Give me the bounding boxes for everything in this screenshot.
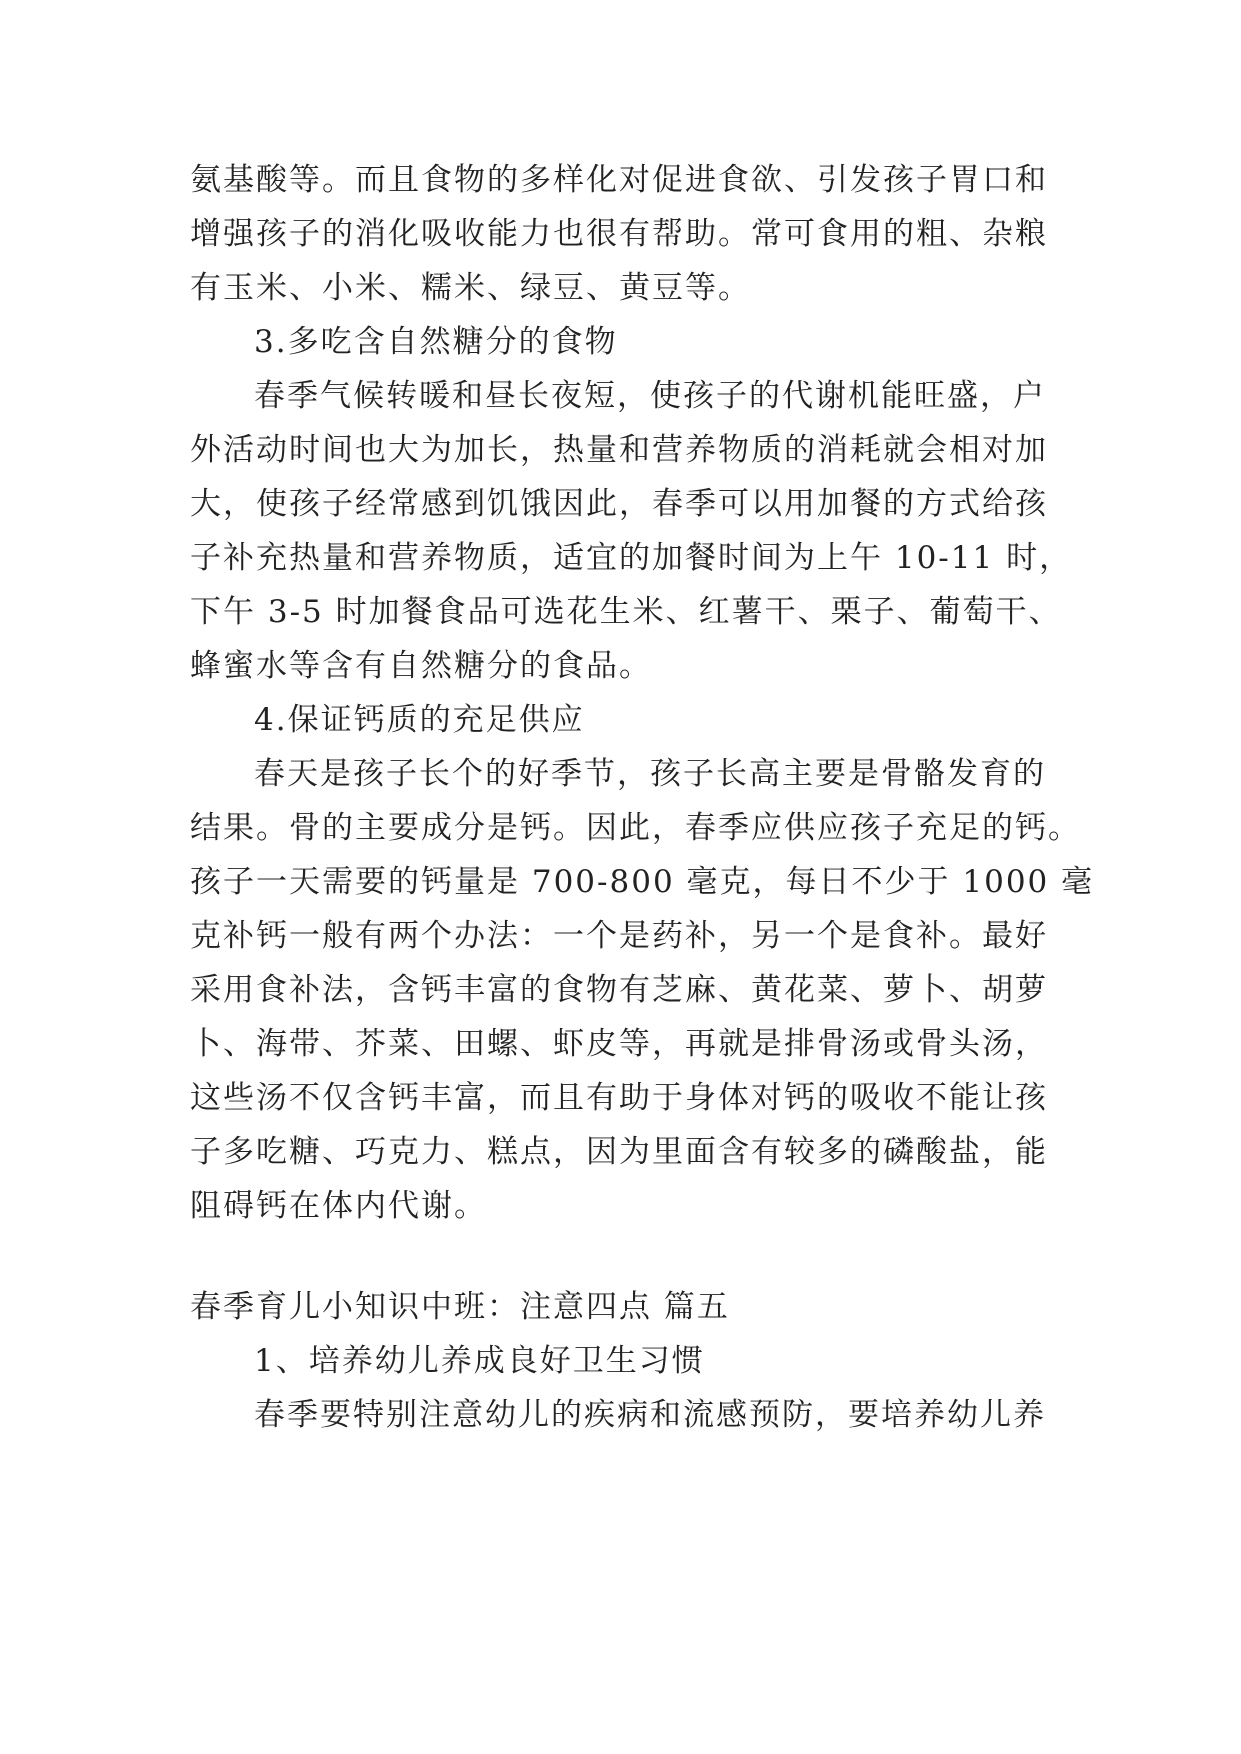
- paragraph-line: 子多吃糖、巧克力、糕点，因为里面含有较多的磷酸盐，能: [190, 1134, 1048, 1170]
- paragraph-line: 采用食补法，含钙丰富的食物有芝麻、黄花菜、萝卜、胡萝: [190, 972, 1048, 1008]
- paragraph-line: 春天是孩子长个的好季节，孩子长高主要是骨骼发育的: [254, 756, 1046, 792]
- item-4-heading: 4.保证钙质的充足供应: [254, 702, 585, 738]
- paragraph-line: 大，使孩子经常感到饥饿因此，春季可以用加餐的方式给孩: [190, 486, 1048, 522]
- paragraph-line: 增强孩子的消化吸收能力也很有帮助。常可食用的粗、杂粮: [190, 216, 1048, 252]
- paragraph-line: 有玉米、小米、糯米、绿豆、黄豆等。: [190, 270, 751, 306]
- paragraph-line: 克补钙一般有两个办法：一个是药补，另一个是食补。最好: [190, 918, 1048, 954]
- paragraph-line: 蜂蜜水等含有自然糖分的食品。: [190, 648, 652, 684]
- paragraph-line: 春季要特别注意幼儿的疾病和流感预防，要培养幼儿养: [254, 1397, 1046, 1433]
- paragraph-line: 下午 3-5 时加餐食品可选花生米、红薯干、栗子、葡萄干、: [190, 594, 1062, 630]
- paragraph-line: 外活动时间也大为加长，热量和营养物质的消耗就会相对加: [190, 432, 1048, 468]
- paragraph-line: 春季气候转暖和昼长夜短，使孩子的代谢机能旺盛，户: [254, 378, 1046, 414]
- paragraph-line: 阻碍钙在体内代谢。: [190, 1188, 487, 1224]
- section-title: 春季育儿小知识中班：注意四点 篇五: [190, 1289, 730, 1325]
- item-1-heading: 1、培养幼儿养成良好卫生习惯: [254, 1343, 705, 1379]
- paragraph-line: 结果。骨的主要成分是钙。因此，春季应供应孩子充足的钙。: [190, 810, 1081, 846]
- item-3-heading: 3.多吃含自然糖分的食物: [254, 324, 618, 360]
- paragraph-line: 这些汤不仅含钙丰富，而且有助于身体对钙的吸收不能让孩: [190, 1080, 1048, 1116]
- paragraph-line: 卜、海带、芥菜、田螺、虾皮等，再就是排骨汤或骨头汤，: [190, 1026, 1048, 1062]
- paragraph-line: 子补充热量和营养物质，适宜的加餐时间为上午 10-11 时，: [190, 540, 1073, 576]
- paragraph-line: 孩子一天需要的钙量是 700-800 毫克，每日不少于 1000 毫: [190, 864, 1095, 900]
- paragraph-line: 氨基酸等。而且食物的多样化对促进食欲、引发孩子胃口和: [190, 162, 1048, 198]
